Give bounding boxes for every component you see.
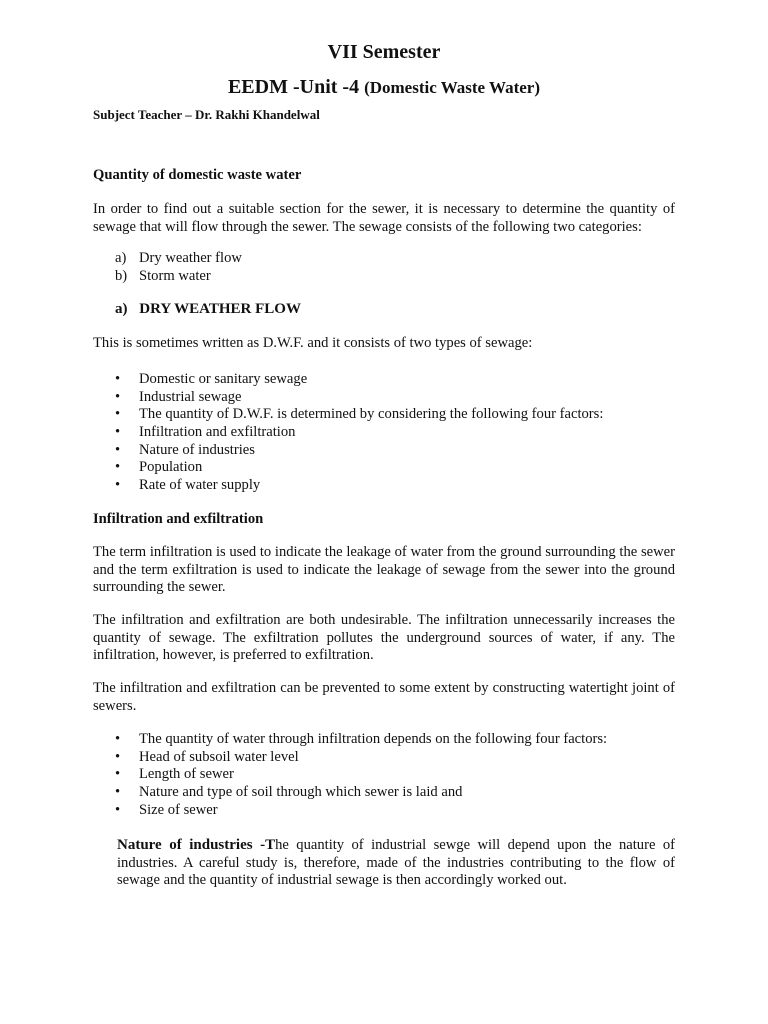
dwf-bullets bbox=[93, 371, 675, 495]
bullet-icon: • bbox=[115, 388, 121, 405]
bullet-item bbox=[93, 406, 675, 424]
bullet-item bbox=[93, 731, 675, 749]
list-item bbox=[93, 268, 675, 286]
bullet-text: Nature and type of soil through which sewer is laid and bbox=[139, 784, 463, 801]
bullet-icon: • bbox=[115, 424, 121, 441]
bullet-item bbox=[93, 802, 675, 820]
heading-marker: a) bbox=[115, 301, 128, 317]
infiltration-heading: Infiltration and exfiltration bbox=[93, 511, 264, 527]
bullet-text: Industrial sewage bbox=[139, 388, 242, 405]
list-marker: a) bbox=[115, 250, 127, 266]
bullet-icon: • bbox=[115, 459, 121, 476]
bullet-item bbox=[93, 749, 675, 767]
bullet-icon: • bbox=[115, 441, 121, 458]
bullet-text: Size of sewer bbox=[139, 801, 218, 818]
bullet-text: Infiltration and exfiltration bbox=[139, 424, 296, 441]
semester-title: VII Semester bbox=[327, 41, 441, 63]
bullet-text: Rate of water supply bbox=[139, 477, 261, 494]
bullet-icon: • bbox=[115, 371, 121, 387]
bullet-item bbox=[93, 371, 675, 389]
bullet-item bbox=[93, 389, 675, 407]
bullet-text: The quantity of D.W.F. is determined by considering the following four factors: bbox=[139, 406, 604, 423]
nature-of-industries-paragraph bbox=[117, 837, 675, 890]
bullet-icon: • bbox=[115, 731, 121, 747]
bullet-text: Nature of industries bbox=[139, 441, 255, 458]
bullet-item bbox=[93, 459, 675, 477]
infiltration-paragraph-3: The infiltration and exfiltration can be prevented to some extent by constructing watertight joint of sewers. bbox=[93, 680, 675, 714]
bullet-text: Head of subsoil water level bbox=[139, 748, 299, 765]
list-item bbox=[93, 250, 675, 268]
list-text: Storm water bbox=[139, 267, 211, 284]
nature-lead: Nature of industries -T bbox=[117, 837, 276, 853]
bullet-text: Domestic or sanitary sewage bbox=[139, 371, 308, 387]
bullet-item bbox=[93, 442, 675, 460]
nature-text: he quantity of industrial sewge will depend upon the nature of industries. A careful study is, therefore, made of the industries contributing to the flow of sewage and the quantity of industrial sewage is then accordingly worked out. bbox=[117, 837, 675, 889]
dwf-heading bbox=[115, 301, 301, 318]
heading-text: DRY WEATHER FLOW bbox=[139, 301, 301, 317]
bullet-icon: • bbox=[115, 784, 121, 801]
bullet-icon: • bbox=[115, 801, 121, 818]
quantity-paragraph: In order to find out a suitable section for the sewer, it is necessary to determine the quantity of sewage that will flow through the sewer. The sewage consists of the following two categories: bbox=[93, 201, 675, 235]
bullet-item bbox=[93, 424, 675, 442]
unit-topic: (Domestic Waste Water) bbox=[364, 78, 541, 97]
bullet-icon: • bbox=[115, 748, 121, 765]
bullet-text: Population bbox=[139, 459, 203, 476]
infiltration-paragraph-1: The term infiltration is used to indicate the leakage of water from the ground surrounding the sewer and the term exfiltration is used to indicate the leakage of sewage from the sewer into the ground surrounding the sewer. bbox=[93, 544, 675, 596]
list-marker: b) bbox=[115, 267, 128, 284]
bullet-text: The quantity of water through infiltration depends on the following four factors: bbox=[139, 731, 608, 747]
bullet-icon: • bbox=[115, 766, 121, 783]
bullet-icon: • bbox=[115, 477, 121, 494]
list-text: Dry weather flow bbox=[139, 250, 242, 266]
bullet-item bbox=[93, 784, 675, 802]
bullet-item bbox=[93, 766, 675, 784]
category-list bbox=[93, 250, 675, 285]
infiltration-paragraph-2: The infiltration and exfiltration are both undesirable. The infiltration unnecessarily increases the quantity of sewage. The exfiltration pollutes the underground sources of water, if any. The infiltration, however, is preferred to exfiltration. bbox=[93, 612, 675, 664]
infiltration-bullets bbox=[93, 731, 675, 819]
unit-label: EEDM -Unit -4 bbox=[227, 76, 360, 98]
bullet-item bbox=[93, 477, 675, 495]
bullet-icon: • bbox=[115, 406, 121, 423]
unit-title bbox=[0, 76, 768, 99]
dwf-paragraph: This is sometimes written as D.W.F. and it consists of two types of sewage: bbox=[93, 335, 533, 351]
subject-teacher: Subject Teacher – Dr. Rakhi Khandelwal bbox=[93, 107, 320, 122]
bullet-text: Length of sewer bbox=[139, 766, 234, 783]
quantity-heading: Quantity of domestic waste water bbox=[93, 167, 302, 183]
